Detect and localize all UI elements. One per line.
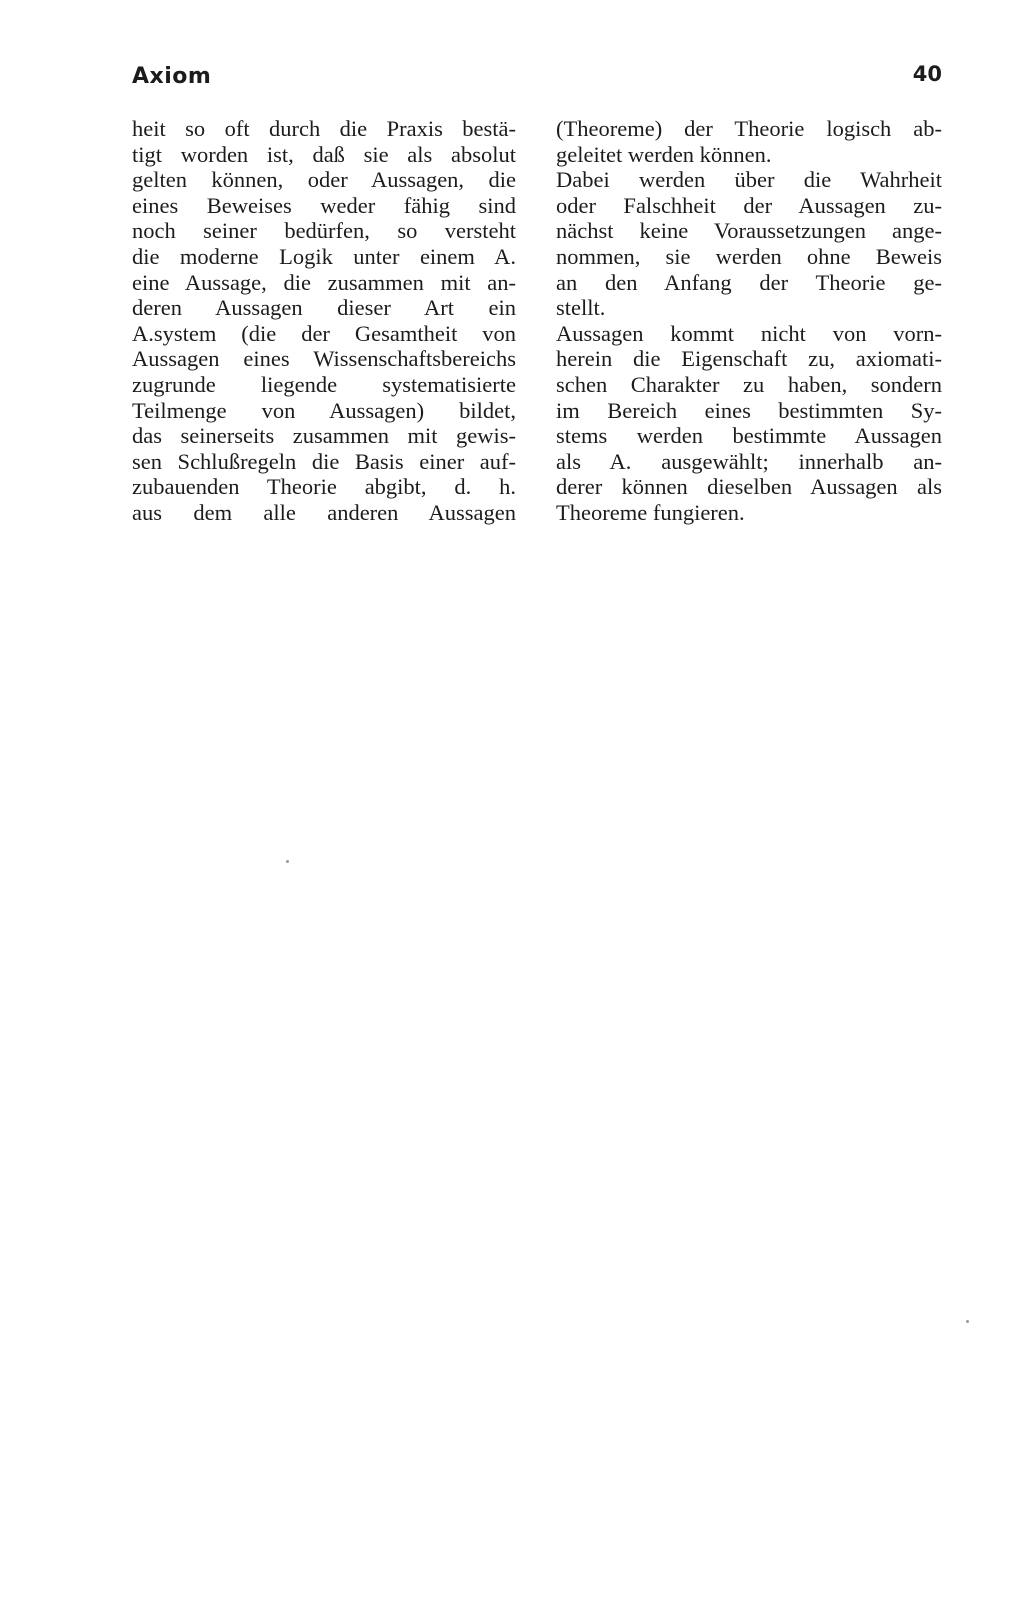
text-line: die moderne Logik unter einem A.: [132, 243, 516, 269]
text-line: noch seiner bedürfen, so versteht: [132, 218, 516, 244]
text-line: nächst keine Voraussetzungen ange-: [556, 218, 942, 244]
text-line: stellt.: [556, 295, 606, 321]
text-line: nommen, sie werden ohne Beweis: [556, 243, 942, 269]
text-line: Aussagen kommt nicht von vorn-: [556, 320, 942, 346]
text-line: Dabei werden über die Wahrheit: [556, 167, 942, 193]
text-line: gelten können, oder Aussagen, die: [132, 167, 516, 193]
text-line: Aussagen eines Wissenschaftsbereichs: [132, 346, 516, 372]
text-line: eines Beweises weder fähig sind: [132, 192, 516, 218]
text-line: Teilmenge von Aussagen) bildet,: [132, 397, 516, 423]
text-line: aus dem alle anderen Aussagen: [132, 499, 516, 525]
text-line: deren Aussagen dieser Art ein: [132, 295, 516, 321]
text-line: oder Falschheit der Aussagen zu-: [556, 192, 942, 218]
left-text-column: [132, 116, 516, 526]
running-head-title: Axiom: [132, 64, 212, 89]
text-line: A.system (die der Gesamtheit von: [132, 320, 516, 346]
text-line: herein die Eigenschaft zu, axiomati-: [556, 346, 942, 372]
page-number: 40: [912, 62, 942, 86]
text-line: Theoreme fungieren.: [556, 499, 745, 525]
text-line: (Theoreme) der Theorie logisch ab-: [556, 116, 942, 141]
text-line: geleitet werden können.: [556, 141, 772, 167]
text-line: tigt worden ist, daß sie als absolut: [132, 141, 516, 167]
scan-speck: [286, 860, 289, 863]
text-line: eine Aussage, die zusammen mit an-: [132, 269, 516, 295]
text-line: zugrunde liegende systematisierte: [132, 371, 516, 397]
text-line: als A. ausgewählt; innerhalb an-: [556, 448, 942, 474]
text-line: heit so oft durch die Praxis bestä-: [132, 116, 516, 141]
text-line: derer können dieselben Aussagen als: [556, 474, 942, 500]
text-line: das seinerseits zusammen mit gewis-: [132, 423, 516, 449]
text-line: an den Anfang der Theorie ge-: [556, 269, 942, 295]
text-line: sen Schlußregeln die Basis einer auf-: [132, 448, 516, 474]
text-line: schen Charakter zu haben, sondern: [556, 371, 942, 397]
right-text-column: [556, 116, 942, 526]
scan-speck: [966, 1320, 969, 1323]
text-line: im Bereich eines bestimmten Sy-: [556, 397, 942, 423]
text-line: zubauenden Theorie abgibt, d. h.: [132, 474, 516, 500]
text-line: stems werden bestimmte Aussagen: [556, 423, 942, 449]
